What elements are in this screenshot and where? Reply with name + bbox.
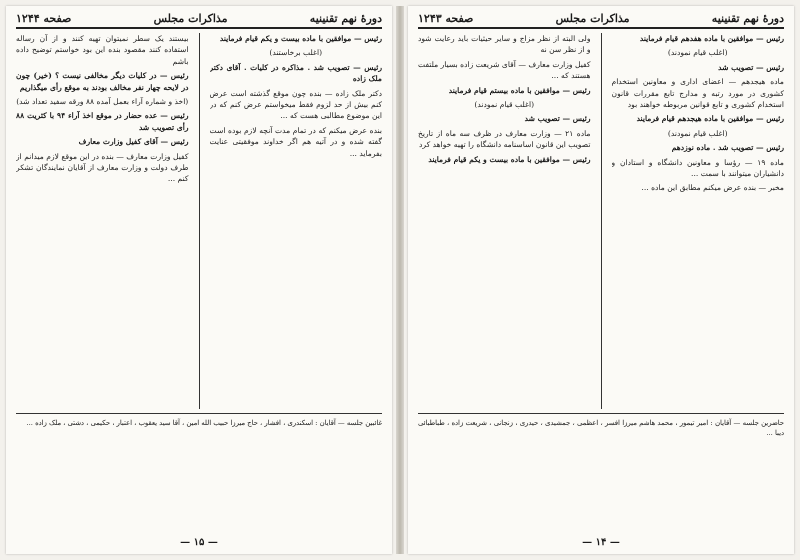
- page-title: مذاکرات مجلس: [555, 12, 630, 25]
- session-label: دورهٔ نهم تقنینیه: [711, 12, 784, 25]
- paragraph: رئیس — تصویب شد . مذاکره در کلیات . آقای دکتر ملک زاده: [209, 62, 382, 84]
- paragraph: رئیس — موافقین با ماده هفدهم قیام فرمایند: [639, 34, 784, 43]
- paragraph: (اغلب قیام نمودند): [667, 128, 728, 138]
- paragraph: ماده ۲۱ — وزارت معارف در ظرف سه ماه از تاریخ تصویب این قانون اساسنامه دانشگاه را تهیه خواهد کرد: [418, 128, 591, 150]
- page-footer-number: — ۱۵ —: [180, 537, 218, 548]
- paragraph: ماده هیجدهم — اعضای اداری و معاونین استخدام کشوری در مورد رتبه و مدارج تابع مقررات قانون استخدام کشوری و تابع قوانین مربوطه خواهند بود: [611, 77, 784, 110]
- footnote-rule: [418, 413, 784, 414]
- page-number-label: صفحه ۱۲۴۳: [418, 12, 474, 25]
- paragraph: (اخذ و شماره آراء بعمل آمده ۸۸ ورقه سفید تعداد شد): [16, 97, 189, 107]
- footnote: غائبین جلسه — آقایان : اسکندری ، افشار ، حاج میرزا حبیب الله امین ، آقا سید یعقوب ، اعتبار ، حکیمی ، دشتی ، ملک زاده ...: [26, 419, 382, 427]
- paragraph: رئیس — موافقین با ماده بیست و یکم قیام فرمایند: [219, 34, 382, 43]
- left-page-columns: [16, 33, 382, 409]
- footnote: حاضرین جلسه — آقایان : امیر تیمور ، محمد هاشم میرزا افسر ، اعظمی ، جمشیدی ، حیدری ، زنجانی ، شریعت زاده ، طباطبائی دیبا ...: [418, 419, 784, 437]
- left-page: [6, 6, 392, 554]
- page-title: مذاکرات مجلس: [153, 12, 228, 25]
- left-page-left-column: [16, 33, 189, 409]
- paragraph: مخبر — بنده عرض میکنم مطابق این ماده ...: [641, 183, 784, 193]
- paragraph: بیستند یک سطر نمیتوان تهیه کنند و از آن رساله استفاده کنند مقصود بنده این بود خواستم توضیح داده باشم: [16, 34, 189, 66]
- column-divider: [601, 33, 602, 409]
- book-gutter: [396, 6, 404, 554]
- paragraph: کفیل وزارت معارف — بنده در این موقع لازم میدانم از طرف دولت و وزارت معارف از آقایان نمایندگان تشکر کنم ...: [16, 151, 189, 184]
- paragraph: رئیس — تصویب شد: [718, 62, 784, 72]
- paragraph: رئیس — آقای کفیل وزارت معارف: [78, 137, 189, 147]
- paragraph: رئیس — تصویب شد . ماده نوزدهم: [671, 143, 784, 153]
- paragraph: (اغلب برخاستند): [269, 48, 323, 58]
- paragraph: رئیس — موافقین با ماده هیجدهم قیام فرمایند: [636, 114, 784, 124]
- right-page-left-column: [418, 33, 591, 409]
- paragraph: رئیس — در کلیات دیگر مخالفی نیست ؟ (خیر) چون در لایحه چهار نفر مخالف بودند به موقع رأی میگذاریم: [16, 71, 189, 92]
- paragraph: رئیس — تصویب شد: [524, 114, 591, 124]
- paragraph: بنده عرض میکنم که در تمام مدت آنچه لازم بوده است گفته شده و در آتیه هم اگر خداوند موفقیتی عنایت بفرماید ...: [209, 125, 382, 158]
- right-page-right-column: [612, 33, 785, 409]
- right-page: [408, 6, 794, 554]
- right-page-columns: [418, 33, 784, 409]
- paragraph: کفیل وزارت معارف — آقای شریعت زاده بسیار ملتفت هستند که ...: [418, 59, 591, 81]
- paragraph: (اغلب قیام نمودند): [474, 100, 535, 110]
- paragraph: رئیس — موافقین با ماده بیستم قیام فرمایند: [448, 85, 591, 95]
- right-page-header: [418, 12, 784, 29]
- paragraph: رئیس — موافقین با ماده بیست و یکم قیام فرمایند: [428, 154, 591, 164]
- paragraph: ماده ۱۹ — رؤسا و معاونین دانشگاه و استادان و دانشیاران میتوانند با سمت ...: [611, 157, 784, 179]
- column-divider: [199, 33, 200, 409]
- footnote-rule: [16, 413, 382, 414]
- paragraph: رئیس — عده حضار در موقع اخذ آراء ۹۴ با کثریت ۸۸ رأی تصویب شد: [16, 111, 189, 132]
- left-page-header: [16, 12, 382, 29]
- left-page-right-column: [210, 33, 383, 409]
- paragraph: ولی البته از نظر مزاج و سایر حیثیات باید رعایت شود و از نظر سن نه: [418, 34, 591, 55]
- page-number-label: صفحه ۱۲۴۴: [16, 12, 72, 25]
- session-label: دورهٔ نهم تقنینیه: [309, 12, 382, 25]
- paragraph: دکتر ملک زاده — بنده چون موقع گذشته است عرض کنم بیش از حد لزوم فقط میخواستم عرض کنم که در این موضوع مطالبی هست که ...: [209, 88, 382, 121]
- paragraph: (اغلب قیام نمودند): [667, 48, 728, 58]
- page-footer-number: — ۱۴ —: [582, 537, 620, 548]
